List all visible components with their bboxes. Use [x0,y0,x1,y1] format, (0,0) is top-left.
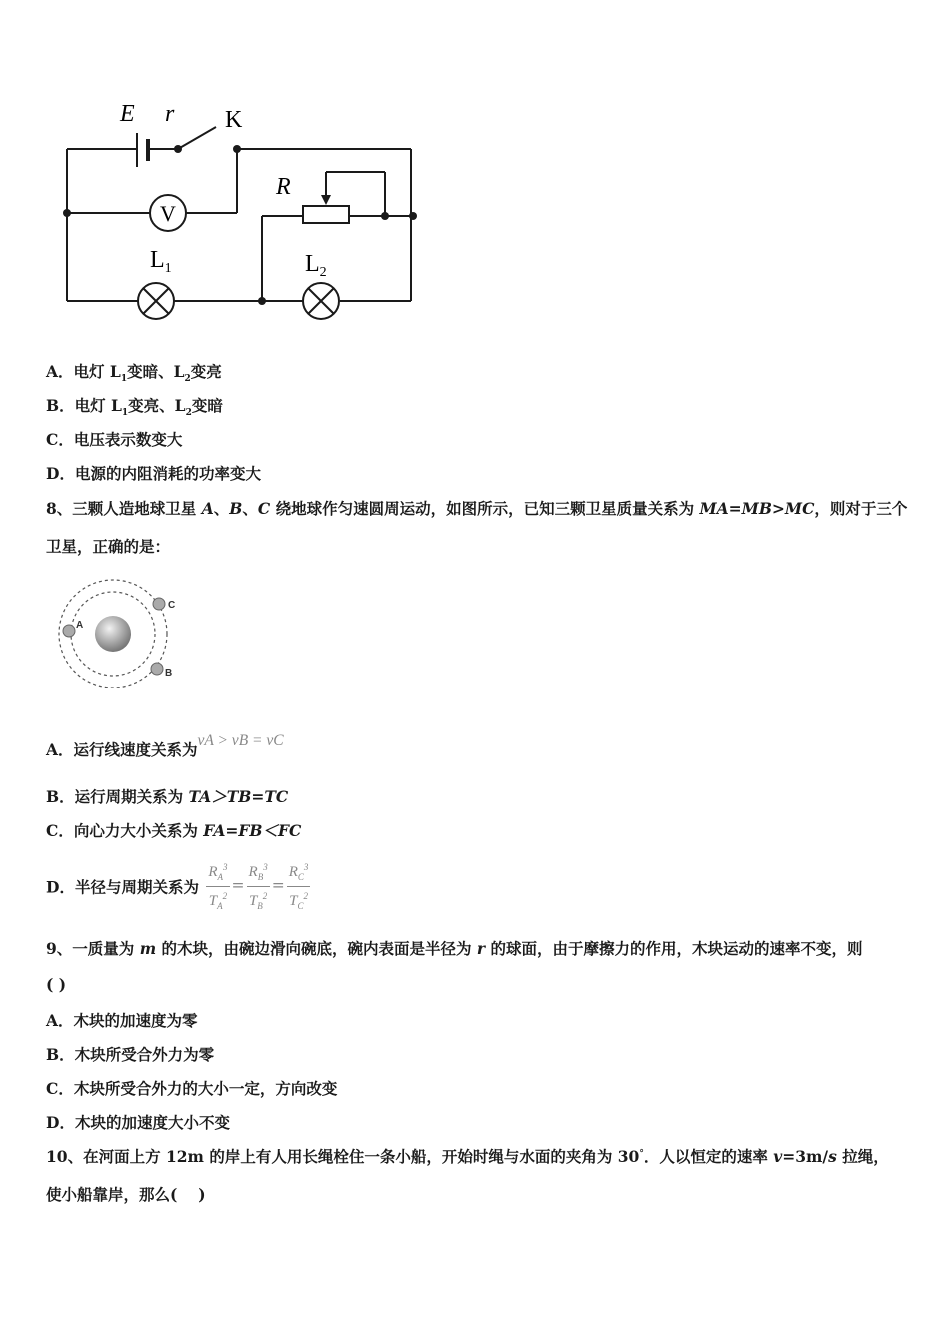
label-r: r [165,101,175,127]
q8-stem-line1: 8、三颗人造地球卫星 A、B、C 绕地球作匀速圆周运动，如图所示，已知三颗卫星质量关系为 MA=MB>MC，则对于三个 [46,499,908,518]
q7-option-b: B．电灯 $L_1$变亮、$L_2$变暗 [46,396,223,419]
satellite-b [151,663,163,675]
q10-stem-line2: 使小船靠岸，那么( ) [46,1185,206,1204]
circuit-diagram [50,95,430,335]
q7-option-a: A．电灯 $L_1$变暗、$L_2$变亮 [46,362,222,385]
satellite-a [63,625,75,637]
mass-relation: MA=MB>MC [699,499,815,518]
label-V: V [160,201,176,226]
q9-option-b: B．木块所受合外力为零 [46,1045,215,1064]
q9-option-a: A．木块的加速度为零 [46,1011,198,1030]
svg-text:C: C [168,600,176,611]
earth [95,616,131,652]
q7-option-d: D．电源的内阻消耗的功率变大 [46,464,261,483]
q9-stem-line2: ( ) [46,975,67,994]
svg-text:B: B [165,668,173,679]
q10-stem-line1: 10、在河面上方 12m 的岸上有人用长绳栓住一条小船，开始时绳与水面的夹角为 30°．人以恒定的速率 v=3m/s 拉绳， [46,1147,889,1166]
q8-option-d: D．半径与周期关系为 $\frac{R_A^3}{T_A^2}$ = $\frac{R_B^3}{T_B^2}$ = $\frac{R_C^3}{T_C^2}$ [46,858,312,915]
q8-stem-line2: 卫星，正确的是： [46,537,171,556]
q8-option-c: C．向心力大小关系为 FA=FB＜FC [46,821,302,840]
satellite-c [153,598,165,610]
q7-option-c: C．电压表示数变大 [46,430,183,449]
q9-option-c: C．木块所受合外力的大小一定，方向改变 [46,1079,338,1098]
q9-option-d: D．木块的加速度大小不变 [46,1113,230,1132]
q9-stem-line1: 9、一质量为 m 的木块，由碗边滑向碗底，碗内表面是半径为 r 的球面，由于摩擦力的作用，木块运动的速率不变，则 [46,939,863,958]
svg-text:A: A [76,620,84,631]
lamp-L1 [138,283,174,319]
q8-option-b: B．运行周期关系为 TA＞TB=TC [46,787,289,806]
q8-option-a: A．运行线速度关系为vA > vB = vC [46,732,284,759]
label-L2: $L_2$ [305,251,327,280]
label-E: E [120,101,135,127]
label-R: R [276,174,291,200]
satellite-figure [52,578,192,688]
lamp-L2 [303,283,339,319]
label-K: K [225,107,243,133]
label-L1: $L_1$ [150,247,172,276]
